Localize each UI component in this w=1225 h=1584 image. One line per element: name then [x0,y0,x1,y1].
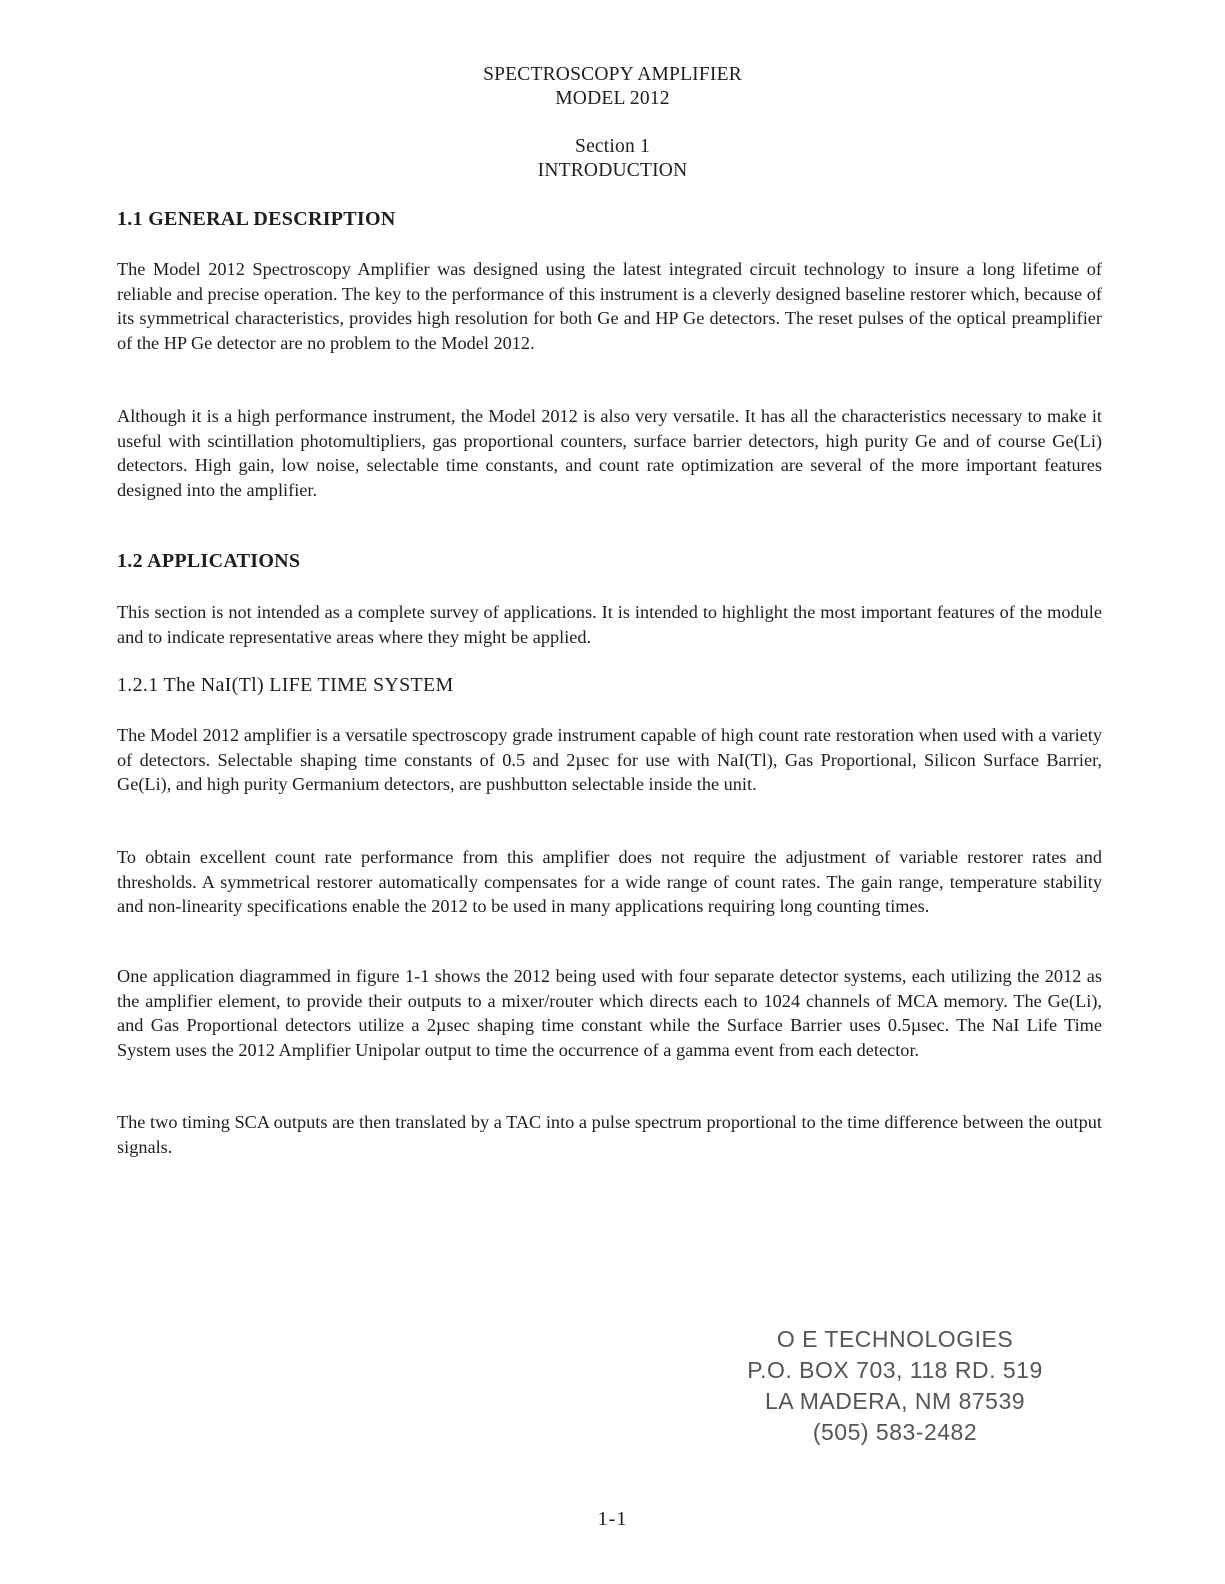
page-number: 1-1 [597,1508,628,1530]
company-city: LA MADERA, NM 87539 [764,1388,1026,1414]
paragraph-applications-1: This section is not intended as a complete survey of applications. It is intended to highlight the most important features of the module and to indicate representative areas where they might be applied. [117,602,1102,647]
company-phone: (505) 583-2482 [812,1419,978,1445]
heading-nai-life-time-system: 1.2.1 The NaI(Tl) LIFE TIME SYSTEM [117,674,454,696]
company-street: P.O. BOX 703, 118 RD. 519 [747,1357,1043,1383]
document-title-block [0,63,1225,111]
model-number: MODEL 2012 [555,88,670,109]
section-label: Section 1 [575,136,650,157]
paragraph-nai-3: One application diagrammed in figure 1-1 shows the 2012 being used with four separate detector systems, each utilizing the 2012 as the amplifier element, to provide their outputs to a mixer/router which directs each to 1024 channels of MCA memory. The Ge(Li), and Gas Proportional detectors utilize a 2µsec shaping time constant while the Surface Barrier uses 0.5µsec. The NaI Life Time System uses the 2012 Amplifier Unipolar output to time the occurrence of a gamma event from each detector. [117,966,1102,1060]
heading-applications: 1.2 APPLICATIONS [117,550,301,572]
company-name: O E TECHNOLOGIES [776,1326,1014,1352]
document-title: SPECTROSCOPY AMPLIFIER [483,64,742,85]
company-address-stamp [740,1324,1050,1448]
paragraph-nai-1: The Model 2012 amplifier is a versatile spectroscopy grade instrument capable of high count rate restoration when used with a variety of detectors. Selectable shaping time constants of 0.5 and 2µsec for use with NaI(Tl), Gas Proportional, Silicon Surface Barrier, Ge(Li), and high purity Germanium detectors, are pushbutton selectable inside the unit. [117,725,1102,794]
heading-general-description: 1.1 GENERAL DESCRIPTION [117,208,396,230]
paragraph-nai-4: The two timing SCA outputs are then translated by a TAC into a pulse spectrum proportional to the time difference between the output signals. [117,1112,1102,1157]
paragraph-nai-2: To obtain excellent count rate performance from this amplifier does not require the adjustment of variable restorer rates and thresholds. A symmetrical restorer automatically compensates for a wide range of count rates. The gain range, temperature stability and non-linearity specifications enable the 2012 to be used in many applications requiring long counting times. [117,847,1102,916]
paragraph-general-1: The Model 2012 Spectroscopy Amplifier was designed using the latest integrated circuit technology to insure a long lifetime of reliable and precise operation. The key to the performance of this instrument is a cleverly designed baseline restorer which, because of its symmetrical characteristics, provides high resolution for both Ge and HP Ge detectors. The reset pulses of the optical preamplifier of the HP Ge detector are no problem to the Model 2012. [117,259,1102,353]
section-title: INTRODUCTION [537,160,688,181]
paragraph-general-2: Although it is a high performance instrument, the Model 2012 is also very versatile. It has all the characteristics necessary to make it useful with scintillation photomultipliers, gas proportional counters, surface barrier detectors, high purity Ge and of course Ge(Li) detectors. High gain, low noise, selectable time constants, and count rate optimization are several of the more important features designed into the amplifier. [117,406,1102,500]
section-title-block [0,135,1225,183]
